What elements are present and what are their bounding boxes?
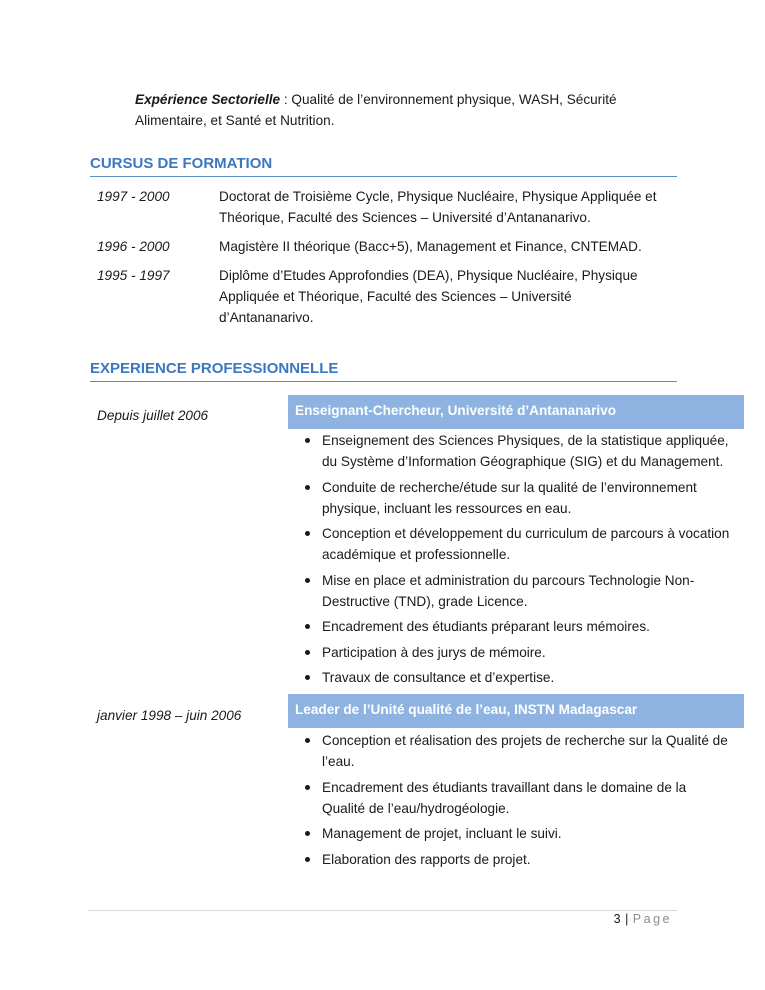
section-title-formation: CURSUS DE FORMATION xyxy=(90,155,677,177)
footer-separator: | xyxy=(621,912,633,926)
page-word: Page xyxy=(632,912,672,926)
bullet-dot-icon xyxy=(305,485,310,490)
sector-text: : Qualité de l’environnement physique, WASH, Sécurité Alimentaire, et Santé et Nutrition. xyxy=(135,92,617,128)
bullet-dot-icon xyxy=(305,624,310,629)
bullet-item: Conception et réalisation des projets de recherche sur la Qualité de l’eau. xyxy=(302,730,732,772)
bullet-dot-icon xyxy=(305,857,310,862)
education-period: 1996 - 2000 xyxy=(97,239,170,254)
page-number: 3 xyxy=(613,912,622,926)
education-row xyxy=(97,265,672,328)
education-period: 1995 - 1997 xyxy=(97,268,170,283)
education-description: Magistère II théorique (Bacc+5), Management et Finance, CNTEMAD. xyxy=(219,239,642,254)
bullet-dot-icon xyxy=(305,675,310,680)
page-footer xyxy=(614,912,672,926)
sector-label: Expérience Sectorielle xyxy=(135,92,281,107)
bullet-dot-icon xyxy=(305,438,310,443)
bullet-dot-icon xyxy=(305,785,310,790)
bullet-item: Enseignement des Sciences Physiques, de la statistique appliquée, du Système d’Information Géographique (SIG) et du Management. xyxy=(302,430,732,472)
job-period: Depuis juillet 2006 xyxy=(97,408,209,423)
bullet-item: Conception et développement du curriculum de parcours à vocation académique et professionnelle. xyxy=(302,523,732,565)
job-header: Leader de l’Unité qualité de l’eau, INSTN Madagascar xyxy=(288,694,744,728)
sector-experience xyxy=(135,89,655,131)
bullet-dot-icon xyxy=(305,578,310,583)
section-title-experience: EXPERIENCE PROFESSIONNELLE xyxy=(90,360,677,382)
footer-divider xyxy=(88,910,677,911)
education-row xyxy=(97,236,672,257)
bullet-dot-icon xyxy=(305,650,310,655)
job-header: Enseignant-Chercheur, Université d’Antananarivo xyxy=(288,395,744,429)
bullet-item: Conduite de recherche/étude sur la qualité de l’environnement physique, incluant les ressources en eau. xyxy=(302,477,732,519)
education-row xyxy=(97,186,672,228)
bullet-item: Encadrement des étudiants travaillant dans le domaine de la Qualité de l’eau/hydrogéologie. xyxy=(302,777,732,819)
bullet-item: Elaboration des rapports de projet. xyxy=(302,849,732,870)
education-period: 1997 - 2000 xyxy=(97,189,170,204)
education-description: Diplôme d’Etudes Approfondies (DEA), Physique Nucléaire, Physique Appliquée et Théorique, Faculté des Sciences – Université d’Antananarivo. xyxy=(219,268,638,325)
bullet-item: Mise en place et administration du parcours Technologie Non-Destructive (TND), grade Licence. xyxy=(302,570,732,612)
job-bullet-list xyxy=(302,430,732,693)
job-period: janvier 1998 – juin 2006 xyxy=(97,708,242,723)
bullet-dot-icon xyxy=(305,831,310,836)
bullet-item: Participation à des jurys de mémoire. xyxy=(302,642,732,663)
bullet-item: Travaux de consultance et d’expertise. xyxy=(302,667,732,688)
job-bullet-list xyxy=(302,730,732,874)
bullet-dot-icon xyxy=(305,531,310,536)
education-description: Doctorat de Troisième Cycle, Physique Nucléaire, Physique Appliquée et Théorique, Faculté des Sciences – Université d’Antananarivo. xyxy=(219,189,657,225)
bullet-dot-icon xyxy=(305,738,310,743)
bullet-item: Encadrement des étudiants préparant leurs mémoires. xyxy=(302,616,732,637)
bullet-item: Management de projet, incluant le suivi. xyxy=(302,823,732,844)
